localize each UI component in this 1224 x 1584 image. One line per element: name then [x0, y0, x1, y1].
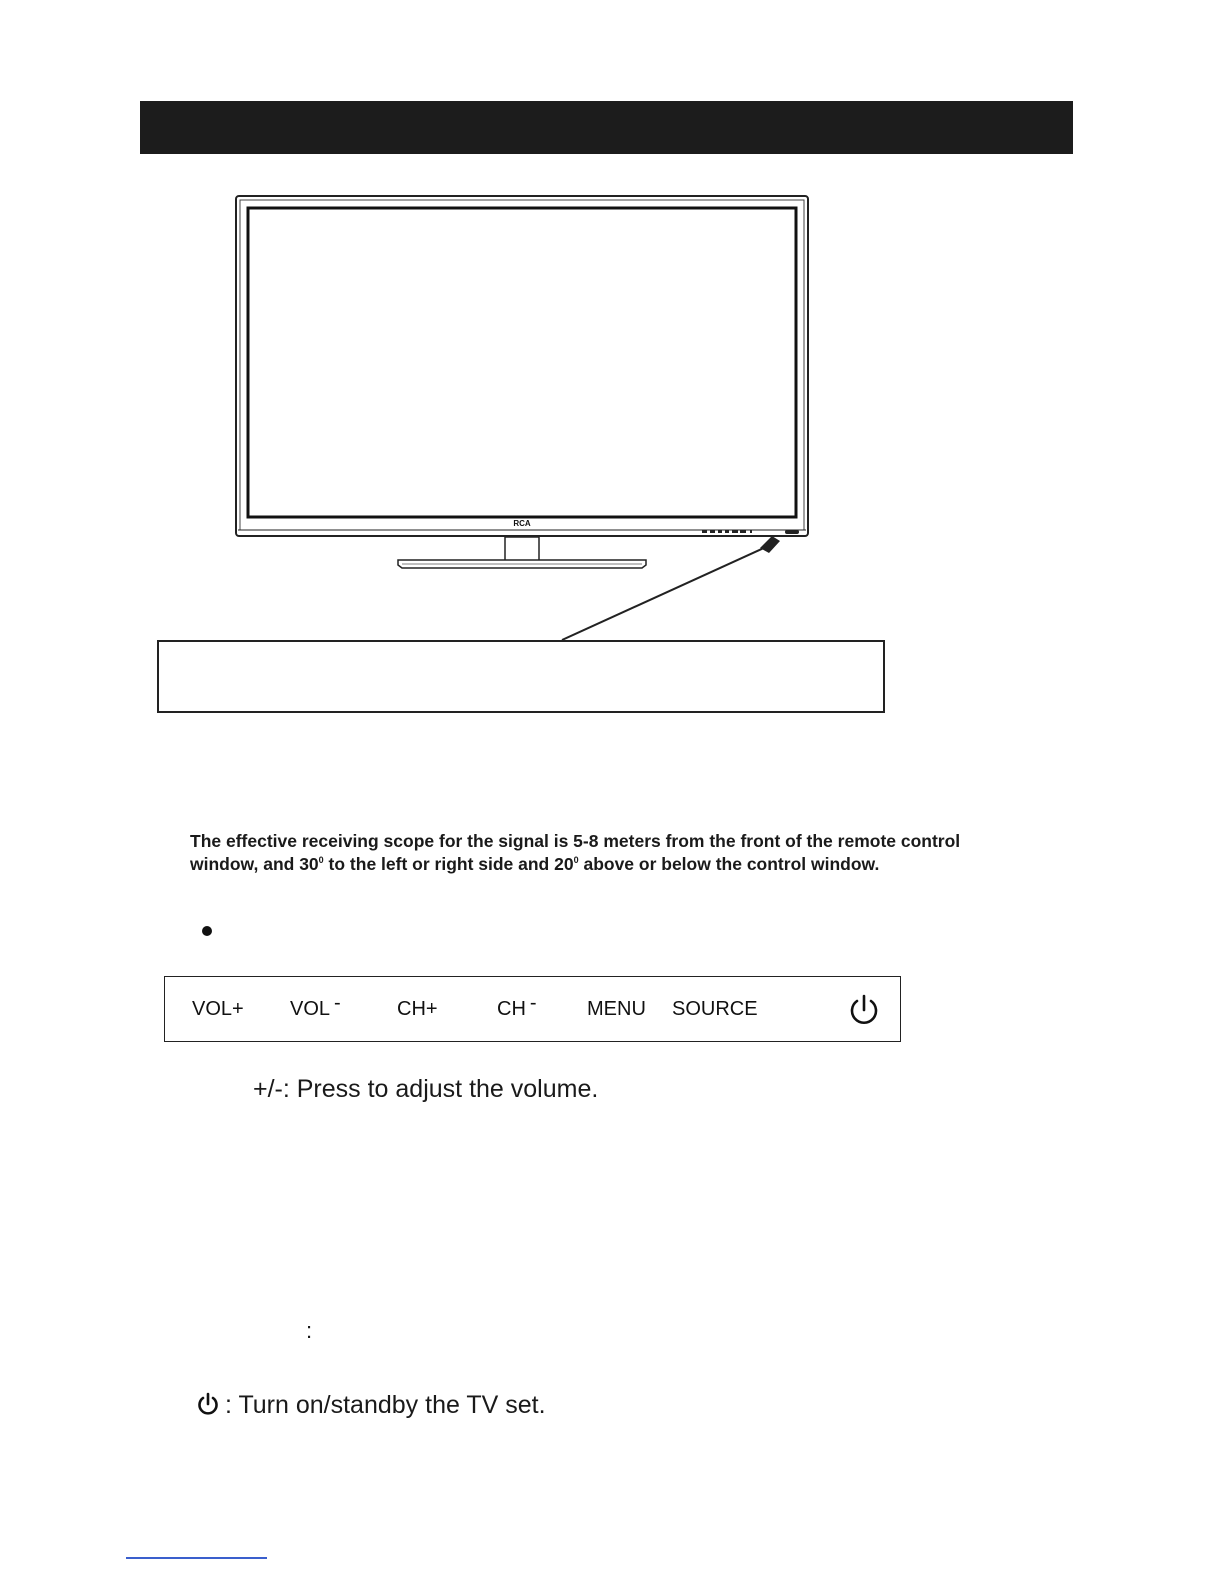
scope-text-part1: The effective receiving scope for the signal is 5-8 meters from the front of the remote control window, and 30: [190, 831, 961, 874]
description-colon: :: [306, 1318, 313, 1343]
panel-label-ch-minus: CH -: [497, 992, 537, 1020]
power-description: [197, 1391, 546, 1420]
panel-label-ch-plus: CH+: [397, 998, 438, 1020]
panel-label-source: SOURCE: [672, 998, 758, 1020]
panel-label-vol-plus: VOL+: [192, 998, 244, 1020]
power-description-text: : Turn on/standby the TV set.: [225, 1391, 546, 1419]
power-icon: [848, 993, 880, 1027]
bullet-icon: [202, 926, 212, 936]
footer-rule: [126, 1557, 267, 1559]
section-header-bar: [140, 101, 1073, 154]
panel-label-menu: MENU: [587, 998, 646, 1020]
receiving-scope-text: [190, 830, 990, 876]
scope-text-part3: above or below the control window.: [578, 854, 880, 874]
volume-description: +/-: Press to adjust the volume.: [253, 1075, 599, 1103]
tv-brand-logo: RCA: [513, 519, 531, 528]
degree-mark: 0: [573, 855, 579, 865]
scope-text-part2: to the left or right side and 20: [323, 854, 574, 874]
power-icon: [197, 1392, 219, 1416]
tv-illustration: [230, 190, 820, 580]
degree-mark: 0: [318, 855, 324, 865]
callout-box: [157, 640, 885, 713]
panel-label-vol-minus: VOL -: [290, 992, 341, 1020]
ir-sensor-marker: [760, 536, 780, 553]
